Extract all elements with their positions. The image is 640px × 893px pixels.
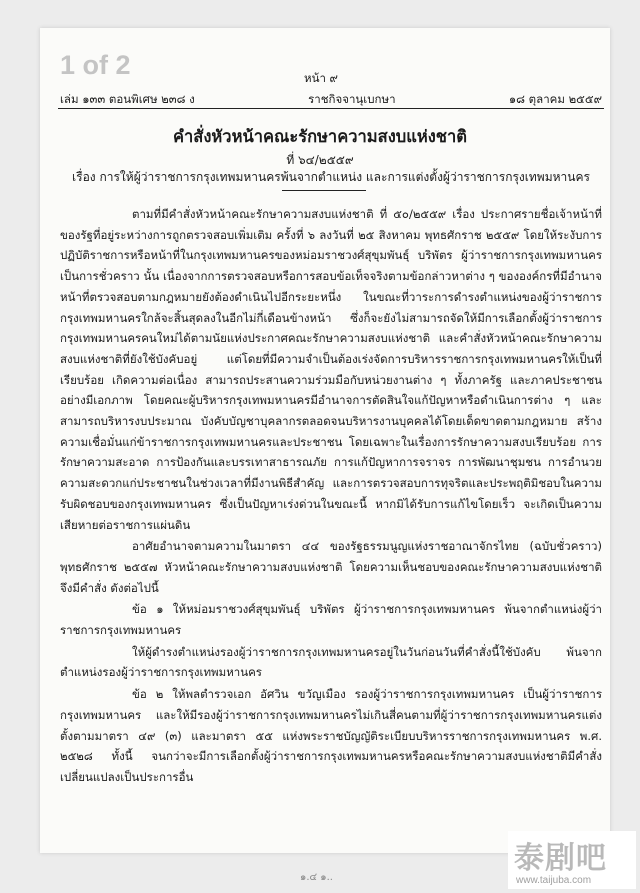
site-watermark (508, 831, 636, 889)
page-indicator: 1 of 2 (60, 50, 131, 80)
paragraph-clause-2: ข้อ ๒ ให้พลตำรวจเอก อัศวิน ขวัญเมือง รองผู้ว่าราชการกรุงเทพมหานคร เป็นผู้ว่าราชการกรุงเทพมหานคร และให้มีรองผู้ว่าราชการกรุงเทพมหานครไม่เกินสี่คนตามที่ผู้ว่าราชการกรุงเทพมหานครแต่งตั้งตามมาตรา ๔๙ (๓) และมาตรา ๕๕ แห่งพระราชบัญญัติระเบียบบริหารราชการกรุงเทพมหานคร พ.ศ. ๒๕๒๘ ทั้งนี้ จนกว่าจะมีการเลือกตั้งผู้ว่าราชการกรุงเทพมหานครหรือคณะรักษาความสงบแห่งชาติมีคำสั่งเปลี่ยนแปลงเป็นประการอื่น (60, 687, 602, 784)
paragraph-preamble: ตามที่มีคำสั่งหัวหน้าคณะรักษาความสงบแห่งชาติ ที่ ๕๐/๒๕๕๙ เรื่อง ประกาศรายชื่อเจ้าหน้าที่ของรัฐที่อยู่ระหว่างการถูกตรวจสอบเพิ่มเติม ครั้งที่ ๖ ลงวันที่ ๒๕ สิงหาคม พุทธศักราช ๒๕๕๙ โดยให้ระงับการปฏิบัติราชการหรือหน้าที่ในกรุงเทพมหานครของหม่อมราชวงศ์สุขุมพันธุ์ บริพัตร ผู้ว่าราชการกรุงเทพมหานครเป็นการชั่วคราว นั้น เนื่องจากการตรวจสอบหรือการสอบข้อเท็จจริงตามข้อกล่าวหาต่าง ๆ ขององค์กรที่มีอำนาจหน้าที่ตรวจสอบตามกฎหมายยังต้องดำเนินไปอีกระยะหนึ่ง ในขณะที่วาระการดำรงตำแหน่งของผู้ว่าราชการกรุงเทพมหานครใกล้จะสิ้นสุดลงในอีกไม่กี่เดือนข้างหน้า ซึ่งก็จะยังไม่สามารถจัดให้มีการเลือกตั้งผู้ว่าราชการกรุงเทพมหานครคนใหม่ได้ตามนัยแห่งประกาศคณะรักษาความสงบแห่งชาติ และคำสั่งหัวหน้าคณะรักษาความสงบแห่งชาติที่ยังใช้บังคับอยู่ แต่โดยที่มีความจำเป็นต้องเร่งจัดการบริหารราชการกรุงเทพมหานครให้เป็นที่เรียบร้อย เกิดความต่อเนื่อง สามารถประสานความร่วมมือกับหน่วยงานต่าง ๆ ทั้งภาครัฐ และภาคประชาชนอย่างมีเอกภาพ โดยคณะผู้บริหารกรุงเทพมหานครมีอำนาจการตัดสินใจแก้ปัญหาหรือดำเนินการต่าง ๆ และสามารถบริหารงบประมาณ บังคับบัญชาบุคลากรตลอดจนบริหารงานบุคคลได้โดยเด็ดขาดตามกฎหมาย สร้างความเชื่อมั่นแก่ข้าราชการกรุงเทพมหานครและประชาชน โดยเฉพาะในเรื่องการรักษาความสงบเรียบร้อย การรักษาความสะอาด การป้องกันและบรรเทาสาธารณภัย การแก้ปัญหาการจราจร การพัฒนาชุมชน การอำนวยความสะดวกแก่ประชาชนในช่วงเวลาที่มีงานพิธีสำคัญ และการตรวจสอบการทุจริตและประพฤติมิชอบในความรับผิดชอบของกรุงเทพมหานคร ซึ่งเป็นปัญหาเร่งด่วนในขณะนี้ หากมิได้รับการแก้ไขโดยเร็ว จะเกิดเป็นความเสียหายต่อราชการแผ่นดิน (60, 207, 602, 532)
document-body (60, 204, 602, 789)
gazette-page-label: หน้า ๙ (304, 71, 338, 85)
watermark-url: www.taijuba.com (516, 875, 592, 886)
paragraph-clause-1-deputies: ให้ผู้ดำรงตำแหน่งรองผู้ว่าราชการกรุงเทพมหานครอยู่ในวันก่อนวันที่คำสั่งนี้ใช้บังคับ พ้นจากตำแหน่งรองผู้ว่าราชการกรุงเทพมหานคร (60, 644, 602, 680)
paragraph-authority: อาศัยอำนาจตามความในมาตรา ๔๔ ของรัฐธรรมนูญแห่งราชอาณาจักรไทย (ฉบับชั่วคราว) พุทธศักราช ๒๕๕๗ หัวหน้าคณะรักษาความสงบแห่งชาติ โดยความเห็นชอบของคณะรักษาความสงบแห่งชาติจึงมีคำสั่ง ดังต่อไปนี้ (60, 539, 602, 595)
watermark-logo-text: 泰剧吧 (514, 841, 607, 876)
order-number: ที่ ๖๔/๒๕๕๙ (286, 153, 354, 167)
page-footer-mark: ๑.๔ ๑.. (300, 872, 333, 883)
paragraph-clause-1: ข้อ ๑ ให้หม่อมราชวงศ์สุขุมพันธุ์ บริพัตร ผู้ว่าราชการกรุงเทพมหานคร พ้นจากตำแหน่งผู้ว่าราชการกรุงเทพมหานคร (60, 602, 602, 638)
document-title: คำสั่งหัวหน้าคณะรักษาความสงบแห่งชาติ (173, 127, 467, 146)
gazette-volume-issue: เล่ม ๑๓๓ ตอนพิเศษ ๒๓๘ ง (60, 92, 195, 106)
document-subject: เรื่อง การให้ผู้ว่าราชการกรุงเทพมหานครพ้นจากตำแหน่ง และการแต่งตั้งผู้ว่าราชการกรุงเทพมหานคร (72, 170, 590, 184)
gazette-date: ๑๘ ตุลาคม ๒๕๕๙ (508, 92, 602, 106)
title-divider (282, 190, 366, 191)
header-divider (58, 108, 604, 109)
gazette-publication: ราชกิจจานุเบกษา (308, 92, 396, 106)
